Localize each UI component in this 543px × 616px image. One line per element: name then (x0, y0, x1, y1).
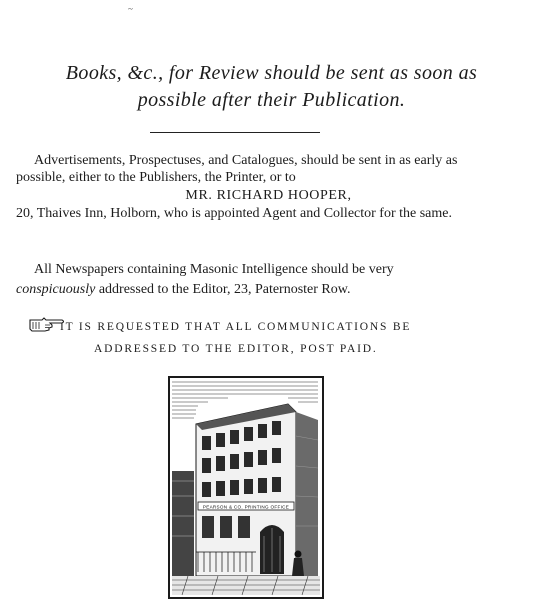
engraving-sign-text: PEARSON & CO. PRINTING OFFICE (202, 504, 290, 510)
review-notice (0, 60, 543, 114)
review-notice-line-2: possible after their Publication. (137, 89, 406, 111)
section-divider (150, 132, 320, 133)
ink-speck-mark: ~ (128, 4, 133, 14)
newspapers-notice (16, 260, 491, 300)
newspapers-paragraph (16, 260, 491, 300)
agent-address-block (16, 205, 491, 222)
building-engraving (168, 376, 324, 599)
request-line-1: IT IS REQUESTED THAT ALL COMMUNICATIONS BE (60, 321, 412, 333)
agent-address: 20, Thaives Inn, Holborn, who is appointed Agent and Collector for the same. (16, 206, 452, 221)
advertisements-notice (16, 152, 491, 222)
newspapers-lead: All Newspapers containing Masonic Intelligence should be very (34, 262, 394, 277)
agent-name: MR. RICHARD HOOPER, (185, 188, 352, 203)
review-notice-line-1: Books, &c., for Review should be sent as soon as (65, 62, 478, 84)
request-line-2: ADDRESSED TO THE EDITOR, POST PAID. (94, 343, 378, 355)
advertisements-paragraph: Advertisements, Prospectuses, and Catalogues, should be sent in as early as possible, either to the Publishers, the Printer, or to (16, 153, 458, 185)
newspapers-tail: addressed to the Editor, 23, Paternoster Row. (98, 282, 351, 297)
newspapers-emphasis: conspicuously (16, 282, 96, 297)
